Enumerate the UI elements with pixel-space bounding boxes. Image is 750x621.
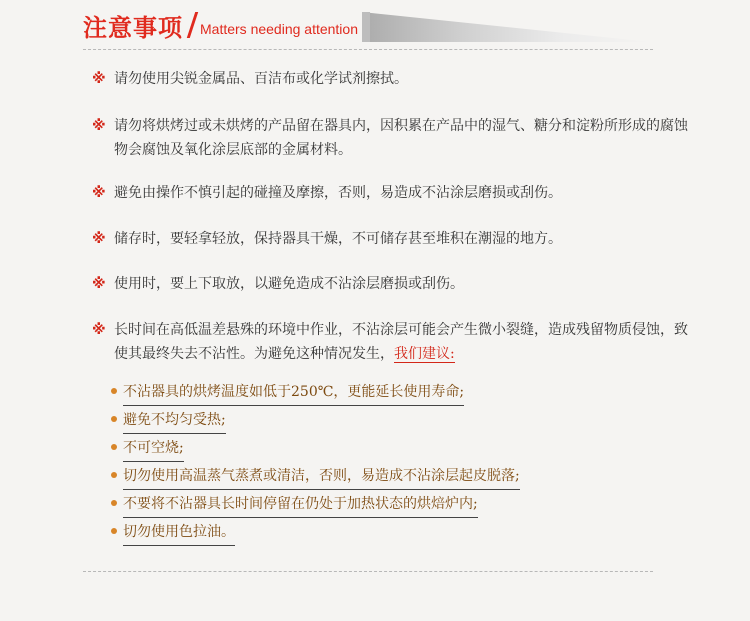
top-divider	[83, 49, 653, 50]
note-text: 储存时，要轻拿轻放，保持器具干燥，不可储存甚至堆积在潮湿的地方。	[114, 231, 562, 247]
bottom-divider	[83, 571, 653, 572]
suggestion-item	[111, 493, 478, 517]
note-item	[92, 114, 692, 162]
title-slash	[187, 12, 198, 38]
note-mark-icon: ※	[92, 185, 106, 201]
note-text: 请勿将烘烤过或未烘烤的产品留在器具内，因积累在产品中的湿气、糖分和淀粉所形成的腐蚀物会腐蚀及氧化涂层底部的金属材料。	[114, 118, 688, 158]
note-mark-icon: ※	[92, 276, 106, 292]
suggestion-text: 避免不均匀受热;	[123, 409, 226, 434]
note-text: 请勿使用尖锐金属品、百洁布或化学试剂擦拭。	[114, 71, 408, 87]
suggestion-text: 切勿使用高温蒸气蒸煮或清洁，否则，易造成不沾涂层起皮脱落;	[123, 465, 520, 490]
note-text: 避免由操作不慎引起的碰撞及摩擦，否则，易造成不沾涂层磨损或刮伤。	[114, 185, 562, 201]
suggestion-heading: 我们建议:	[394, 346, 455, 362]
bullet-icon	[111, 472, 117, 478]
header-decoration-bar	[362, 12, 370, 42]
note-mark-icon: ※	[92, 118, 106, 134]
bullet-icon	[111, 500, 117, 506]
bullet-icon	[111, 416, 117, 422]
note-item	[92, 181, 692, 205]
title-chinese: 注意事项	[83, 14, 183, 42]
suggestion-text: 切勿使用色拉油。	[123, 521, 235, 546]
note-mark-icon: ※	[92, 322, 106, 338]
header-decoration	[362, 12, 652, 42]
note-text: 长时间在高低温差悬殊的环境中作业，不沾涂层可能会产生微小裂缝，造成残留物质侵蚀，致使其最终失去不沾性。为避免这种情况发生，	[114, 322, 688, 362]
note-text: 使用时，要上下取放，以避免造成不沾涂层磨损或刮伤。	[114, 276, 464, 292]
suggestion-text: 不沾器具的烘烤温度如低于250℃，更能延长使用寿命;	[123, 381, 464, 406]
bullet-icon	[111, 388, 117, 394]
suggestion-item	[111, 381, 464, 405]
suggestion-text: 不可空烧;	[123, 437, 184, 462]
title-english: Matters needing attention	[200, 21, 358, 37]
note-mark-icon: ※	[92, 71, 106, 87]
suggestion-item	[111, 465, 520, 489]
note-item	[92, 272, 692, 296]
note-item	[92, 227, 692, 251]
suggestion-text: 不要将不沾器具长时间停留在仍处于加热状态的烘焙炉内;	[123, 493, 478, 518]
note-mark-icon: ※	[92, 231, 106, 247]
bullet-icon	[111, 528, 117, 534]
suggestion-item	[111, 437, 184, 461]
suggestion-item	[111, 409, 226, 433]
bullet-icon	[111, 444, 117, 450]
note-item	[92, 318, 692, 366]
section-header	[83, 6, 653, 42]
note-item	[92, 67, 692, 91]
suggestion-item	[111, 521, 235, 545]
